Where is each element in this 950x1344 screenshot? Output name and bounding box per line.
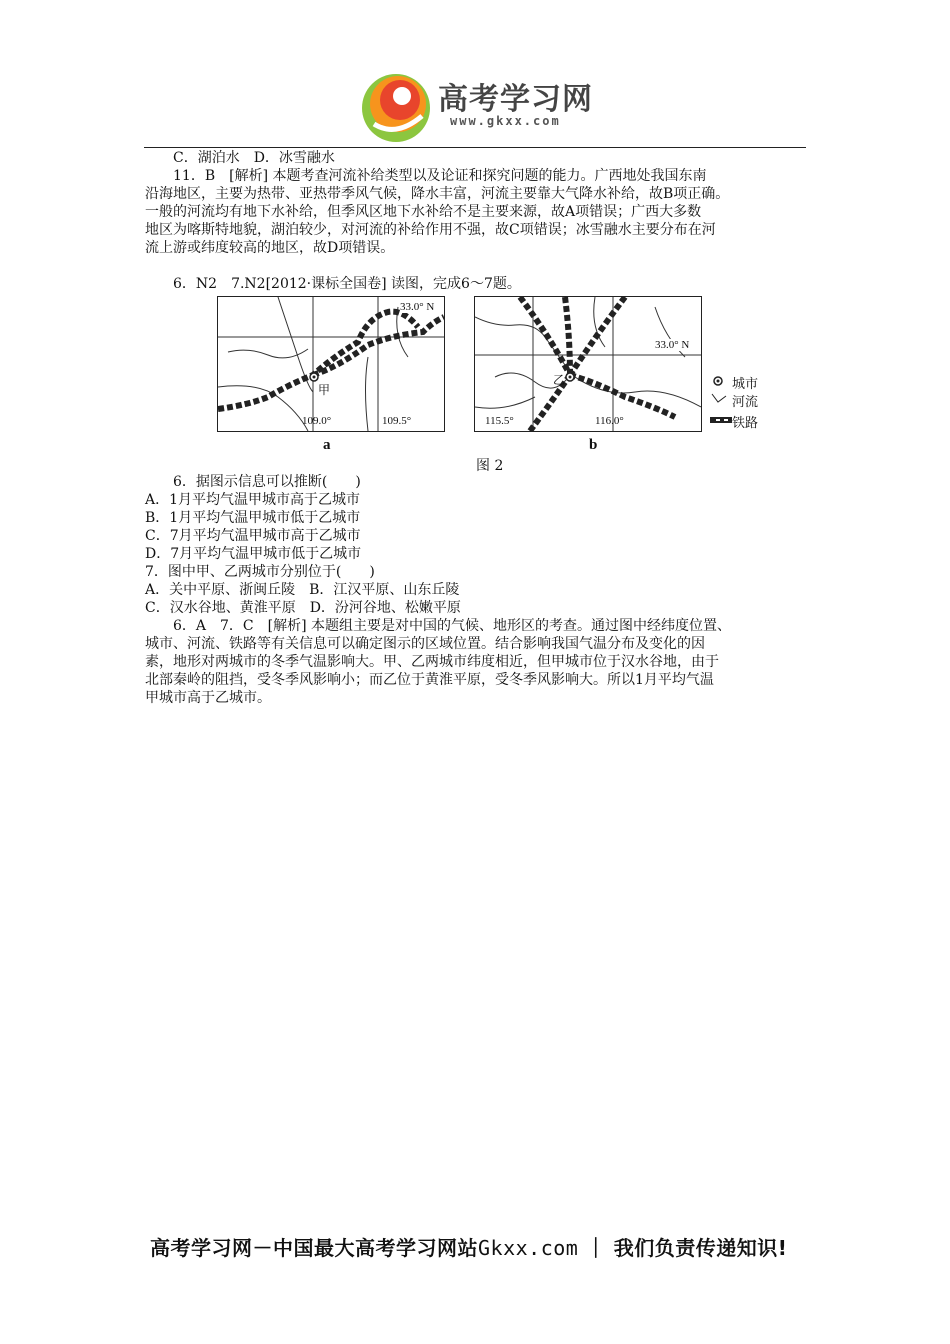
map-b-river xyxy=(475,397,535,408)
q11-answer-line: 沿海地区，主要为热带、亚热带季风气候，降水丰富，河流主要靠大气降水补给，故B项正确。 xyxy=(145,186,730,202)
map-b-lon-left: 115.5° xyxy=(485,415,514,427)
q67-answer-line: 北部秦岭的阻挡，受冬季风影响小；而乙位于黄淮平原，受冬季风影响大。所以1月平均气温 xyxy=(145,672,714,688)
legend-railway-label: 铁路 xyxy=(732,416,759,431)
q11-answer-line: 地区为喀斯特地貌，湖泊较少，对河流的补给作用不强，故C项错误；冰雪融水主要分布在河 xyxy=(145,222,716,238)
map-a-caption: a xyxy=(323,437,331,453)
map-b xyxy=(474,296,702,432)
q7-stem: 7．图中甲、乙两城市分别位于( ) xyxy=(145,564,375,580)
map-a-lon-left: 109.0° xyxy=(302,415,332,427)
map-b-railway xyxy=(570,375,675,417)
map-b-drawing xyxy=(475,297,701,431)
legend-city-icon-dot xyxy=(717,380,720,383)
q67-answer-line: 6．A 7．C [解析] 本题组主要是对中国的气候、地形区的考查。通过图中经纬度位置、 xyxy=(173,618,732,634)
legend-symbols xyxy=(708,372,734,432)
legend-railway-icon xyxy=(710,417,732,423)
q6-option: B．1月平均气温甲城市低于乙城市 xyxy=(145,510,361,526)
q67-answer-line: 城市、河流、铁路等有关信息可以确定图示的区域位置。结合影响我国气温分布及变化的因 xyxy=(145,636,705,652)
map-b-railway xyxy=(565,297,570,375)
page-footer xyxy=(150,1232,800,1261)
footer-separator: ｜ xyxy=(585,1236,607,1260)
map-b-railway xyxy=(570,297,625,375)
logo-url: www.gkxx.com xyxy=(450,114,561,128)
q6-stem: 6．据图示信息可以推断( ) xyxy=(173,474,361,490)
q67-answer-line: 甲城市高于乙城市。 xyxy=(145,690,271,706)
map-b-caption: b xyxy=(589,437,598,453)
q11-answer-line: 流上游或纬度较高的地区，故D项错误。 xyxy=(145,240,395,256)
map-b-lon-right: 116.0° xyxy=(595,415,624,427)
logo-name: 高考学习网 xyxy=(438,82,593,117)
footer-left: 高考学习网－中国最大高考学习网站 xyxy=(150,1236,478,1260)
footer-right: 我们负责传递知识! xyxy=(613,1236,788,1260)
map-b-city-label: 乙 xyxy=(553,373,566,387)
map-a-drawing xyxy=(218,297,444,431)
map-a-lat-label: 33.0° N xyxy=(400,301,435,313)
q11-answer-line: 11．B [解析] 本题考查河流补给类型以及论证和探究问题的能力。广西地处我国东南 xyxy=(173,168,707,184)
q67-answer-line: 素，地形对两城市的冬季气温影响大。甲、乙两城市纬度相近，但甲城市位于汉水谷地，由于 xyxy=(145,654,719,670)
map-b-railway xyxy=(520,297,570,375)
q7-option: C．汉水谷地、黄淮平原 D．汾河谷地、松嫩平原 xyxy=(145,600,461,616)
legend-river-icon xyxy=(712,394,726,402)
legend-river-label: 河流 xyxy=(732,395,759,410)
logo-emblem-icon xyxy=(356,66,436,146)
legend-city-label: 城市 xyxy=(732,377,759,392)
map-a-lon-right: 109.5° xyxy=(382,415,412,427)
q11-options-cd: C．湖泊水 D．冰雪融水 xyxy=(173,150,335,166)
map-b-city-marker-dot xyxy=(569,376,572,379)
map-a-city-marker-dot xyxy=(313,376,316,379)
figure-caption: 图 2 xyxy=(476,458,504,474)
q11-answer-line: 一般的河流均有地下水补给，但季风区地下水补给不是主要来源，故A项错误；广西大多数 xyxy=(145,204,702,220)
q6-option: A．1月平均气温甲城市高于乙城市 xyxy=(145,492,361,508)
q6-option: C．7月平均气温甲城市高于乙城市 xyxy=(145,528,361,544)
footer-site-link[interactable]: Gkxx.com xyxy=(478,1236,579,1260)
map-a-river xyxy=(366,357,369,431)
header-divider xyxy=(144,147,806,148)
q7-option: A．关中平原、浙闽丘陵 B．江汉平原、山东丘陵 xyxy=(145,582,460,598)
q67-intro: 6．N2 7.N2[2012·课标全国卷] 读图，完成6～7题。 xyxy=(173,276,521,292)
map-a-city-label: 甲 xyxy=(318,383,331,397)
map-a xyxy=(217,296,445,432)
map-legend xyxy=(708,372,788,432)
map-b-lat-label: 33.0° N xyxy=(655,339,690,351)
q6-option: D．7月平均气温甲城市低于乙城市 xyxy=(145,546,362,562)
